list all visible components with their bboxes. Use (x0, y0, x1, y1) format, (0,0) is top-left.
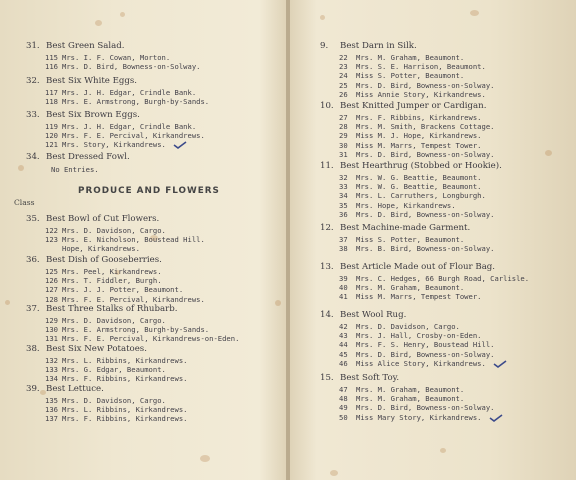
class-35 (26, 214, 205, 254)
class-34 (26, 152, 130, 174)
entry: 36 Mrs. D. Bird, Bowness-on-Solway. (339, 209, 495, 219)
class-number: 32. (26, 76, 40, 86)
entry: 126 Mrs. T. Fiddler, Burgh. (45, 276, 162, 286)
entry: 135 Mrs. D. Davidson, Cargo. (45, 396, 166, 405)
class-title: Best Dish of Gooseberries. (46, 255, 162, 265)
entry: 22 Mrs. M. Graham, Beaumont. (339, 53, 465, 62)
entry: 117 Mrs. J. H. Edgar, Crindle Bank. (45, 88, 197, 97)
class-title: Best Dressed Fowl. (46, 152, 130, 162)
right-page (290, 0, 576, 480)
entry: 44 Mrs. F. S. Henry, Boustead Hill. (339, 340, 495, 350)
left-page (0, 0, 286, 480)
entry: 122 Mrs. D. Davidson, Cargo. (45, 226, 166, 235)
entry: 35 Mrs. Hope, Kirkandrews. (339, 200, 456, 210)
class-number: 35. (26, 214, 40, 224)
entry: 134 Mrs. F. Ribbins, Kirkandrews. (45, 374, 188, 384)
entry: 42 Mrs. D. Davidson, Cargo. (339, 322, 460, 331)
class-13 (320, 262, 529, 302)
class-title: Best Darn in Silk. (340, 41, 417, 51)
check-mark-icon (489, 414, 503, 421)
class-12 (320, 223, 494, 253)
class-number: 12. (320, 223, 334, 233)
class-number: 9. (320, 41, 329, 51)
entry: 45 Mrs. D. Bird, Bowness-on-Solway. (339, 349, 495, 359)
class-number: 33. (26, 110, 40, 120)
section-heading: PRODUCE AND FLOWERS (78, 186, 220, 196)
class-11 (320, 161, 502, 219)
class-32 (26, 76, 209, 106)
entry: 121 Mrs. Story, Kirkandrews. (26, 140, 205, 149)
entry: 127 Mrs. J. J. Potter, Beaumont. (45, 285, 184, 295)
class-title: Best Hearthrug (Stobbed or Hookie). (340, 161, 502, 171)
entry: 25 Mrs. D. Bird, Bowness-on-Solway. (339, 80, 495, 90)
entry: 31 Mrs. D. Bird, Bowness-on-Solway. (339, 149, 495, 159)
entry: 130 Mrs. E. Armstrong, Burgh-by-Sands. (45, 325, 210, 335)
class-number: 11. (320, 161, 334, 171)
class-number: 34. (26, 152, 40, 162)
class-title: Best Six Brown Eggs. (46, 110, 140, 120)
check-mark-icon (173, 141, 187, 148)
class-37 (26, 304, 239, 344)
class-title: Best Three Stalks of Rhubarb. (46, 304, 178, 314)
class-14 (320, 310, 504, 368)
class-title: Best Bowl of Cut Flowers. (46, 214, 160, 224)
entry: No Entries. (51, 165, 99, 174)
class-number: 37. (26, 304, 40, 314)
class-9 (320, 41, 494, 99)
entry: 38 Mrs. B. Bird, Bowness-on-Solway. (339, 244, 495, 254)
class-title: Best Knitted Jumper or Cardigan. (340, 101, 487, 111)
entry: 41 Miss M. Marrs, Tempest Tower. (339, 292, 482, 302)
class-title: Best Soft Toy. (340, 373, 400, 383)
entry: 33 Mrs. W. G. Beattie, Beaumont. (339, 182, 482, 192)
entry: 132 Mrs. L. Ribbins, Kirkandrews. (45, 356, 188, 365)
class-title: Best Six New Potatoes. (46, 344, 147, 354)
entry: 37 Miss S. Potter, Beaumont. (339, 235, 465, 244)
class-number: 15. (320, 373, 334, 383)
class-33 (26, 110, 205, 150)
entry: 29 Miss M. J. Hope, Kirkandrews. (339, 131, 482, 141)
entry: 34 Mrs. L. Carruthers, Longburgh. (339, 191, 486, 201)
entry: 32 Mrs. W. G. Beattie, Beaumont. (339, 173, 482, 182)
entry: 116 Mrs. D. Bird, Bowness-on-Solway. (45, 62, 201, 72)
entry: 137 Mrs. F. Ribbins, Kirkandrews. (45, 414, 188, 424)
entry: 120 Mrs. F. E. Percival, Kirkandrews. (45, 131, 205, 141)
entry: 40 Mrs. M. Graham, Beaumont. (339, 283, 465, 293)
entry: 24 Miss S. Potter, Beaumont. (339, 71, 465, 81)
class-number: 31. (26, 41, 40, 51)
entry: 125 Mrs. Peel, Kirkandrews. (45, 267, 162, 276)
class-title: Best Lettuce. (46, 384, 104, 394)
class-title: Best Green Salad. (46, 41, 125, 51)
class-15 (320, 373, 500, 422)
class-number: 14. (320, 310, 334, 320)
entry: 115 Mrs. I. F. Cowan, Morton. (45, 53, 171, 62)
entry: 131 Mrs. F. E. Percival, Kirkandrews-on-Eden. (45, 334, 240, 344)
entry: 28 Mrs. M. Smith, Brackens Cottage. (339, 122, 495, 132)
entry: 129 Mrs. D. Davidson, Cargo. (45, 316, 166, 325)
class-36 (26, 255, 205, 304)
class-title: Best Wool Rug. (340, 310, 407, 320)
entry: 119 Mrs. J. H. Edgar, Crindle Bank. (45, 122, 197, 131)
entry: 136 Mrs. L. Ribbins, Kirkandrews. (45, 405, 188, 415)
class-38 (26, 344, 188, 384)
class-number: 39. (26, 384, 40, 394)
class-number: 10. (320, 101, 334, 111)
class-label: Class (14, 198, 35, 207)
class-title: Best Machine-made Garment. (340, 223, 471, 233)
class-10 (320, 101, 494, 159)
entry: 47 Mrs. M. Graham, Beaumont. (339, 385, 465, 394)
class-title: Best Article Made out of Flour Bag. (340, 262, 496, 272)
entry: 27 Mrs. F. Ribbins, Kirkandrews. (339, 113, 482, 122)
class-number: 38. (26, 344, 40, 354)
class-31 (26, 41, 200, 71)
entry: 118 Mrs. E. Armstrong, Burgh-by-Sands. (45, 97, 210, 107)
entry: 43 Mrs. J. Hall, Crosby-on-Eden. (339, 331, 482, 341)
entry: 128 Mrs. F. E. Percival, Kirkandrews. (45, 294, 205, 304)
entry: 49 Mrs. D. Bird, Bowness-on-Solway. (339, 403, 495, 413)
entry: 46 Miss Alice Story, Kirkandrews. (320, 359, 504, 368)
class-39 (26, 384, 188, 424)
entry: 39 Mrs. C. Hedges, 66 Burgh Road, Carlisle. (339, 274, 530, 283)
class-title: Best Six White Eggs. (46, 76, 138, 86)
entry: 123 Mrs. E. Nicholson, Boustead Hill. (45, 235, 205, 245)
entry: 26 Miss Annie Story, Kirkandrews. (339, 89, 486, 99)
entry: 48 Mrs. M. Graham, Beaumont. (339, 394, 465, 404)
entry: 133 Mrs. G. Edgar, Beaumont. (45, 365, 166, 375)
entry: Hope, Kirkandrews. (62, 244, 140, 254)
class-number: 13. (320, 262, 334, 272)
entry: 50 Miss Mary Story, Kirkandrews. (320, 413, 500, 422)
class-number: 36. (26, 255, 40, 265)
check-mark-icon (493, 360, 507, 367)
entry: 30 Miss M. Marrs, Tempest Tower. (339, 140, 482, 150)
entry: 23 Mrs. S. E. Harrison, Beaumont. (339, 62, 486, 72)
